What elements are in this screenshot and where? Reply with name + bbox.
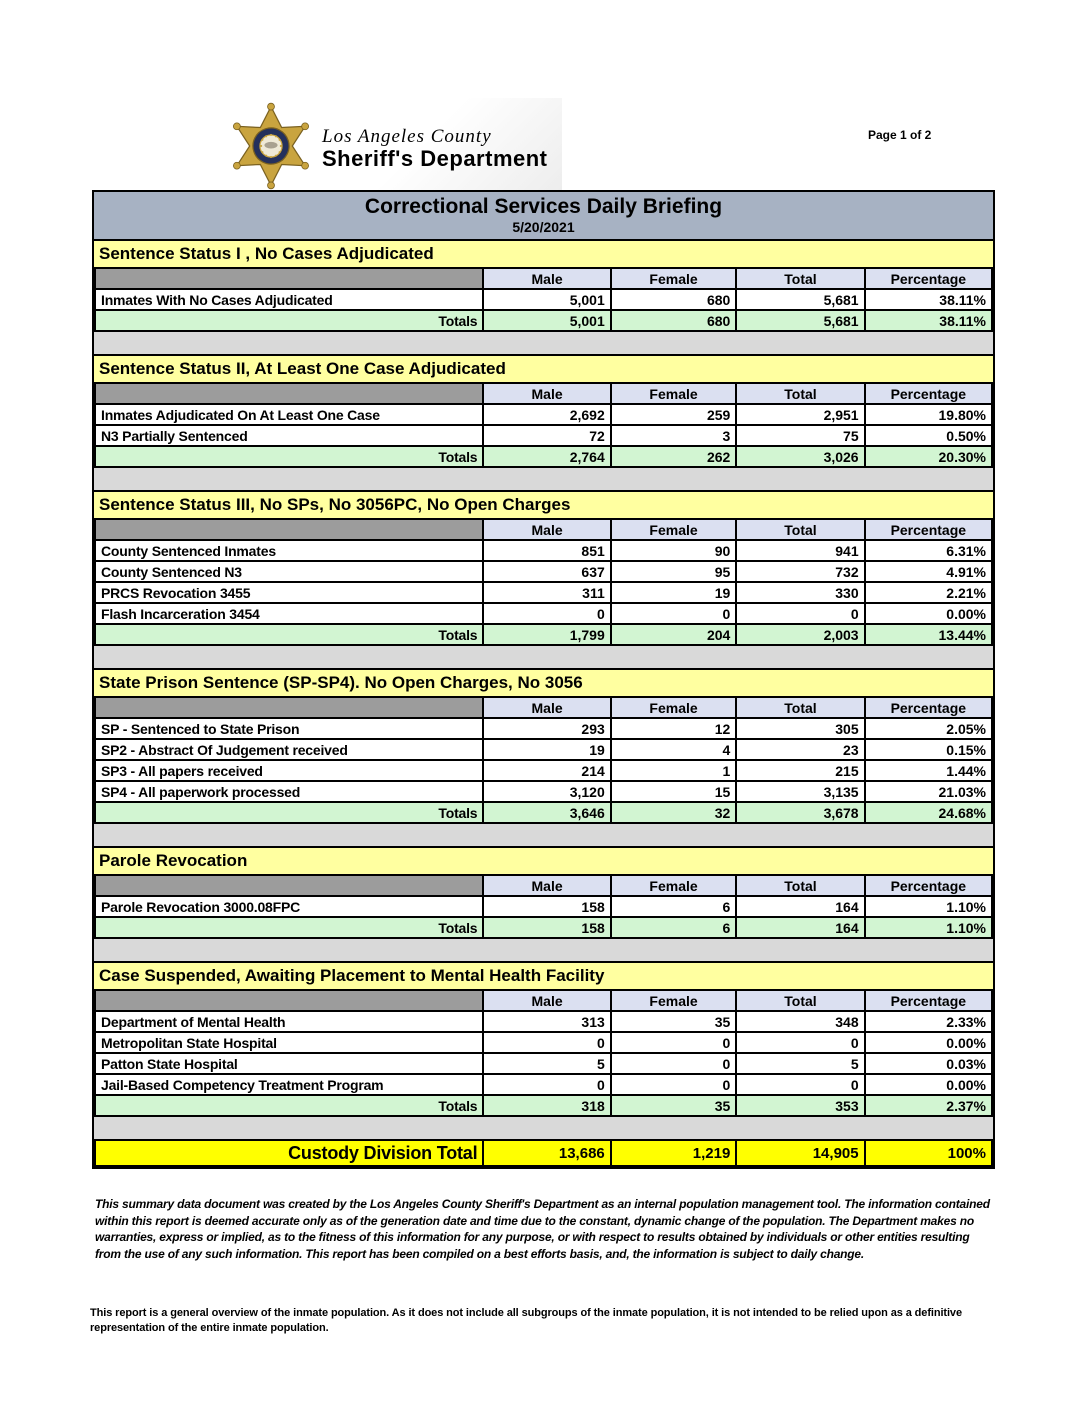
row-male: 311 <box>483 582 610 603</box>
table-row <box>95 540 992 561</box>
row-total: 0 <box>736 1074 864 1095</box>
column-header-row <box>95 268 992 289</box>
row-percentage: 0.00% <box>865 1074 992 1095</box>
table-row <box>95 404 992 425</box>
row-female: 0 <box>611 1032 737 1053</box>
column-header: Total <box>736 268 864 289</box>
row-percentage: 6.31% <box>865 540 992 561</box>
grand-total-total: 14,905 <box>736 1140 864 1166</box>
section-table <box>94 518 993 646</box>
row-label: SP - Sentenced to State Prison <box>95 718 483 739</box>
column-header-row <box>95 519 992 540</box>
row-male: 0 <box>483 1074 610 1095</box>
column-header: Percentage <box>865 697 992 718</box>
totals-percentage: 20.30% <box>865 446 992 467</box>
row-female: 95 <box>611 561 737 582</box>
totals-female: 35 <box>611 1095 737 1116</box>
row-label: Patton State Hospital <box>95 1053 483 1074</box>
table-row <box>95 603 992 624</box>
row-label: Metropolitan State Hospital <box>95 1032 483 1053</box>
column-header: Female <box>611 519 737 540</box>
row-total: 215 <box>736 760 864 781</box>
custody-division-total-table <box>94 1139 993 1167</box>
totals-female: 6 <box>611 917 737 938</box>
row-female: 0 <box>611 603 737 624</box>
row-total: 3,135 <box>736 781 864 802</box>
section-title: Sentence Status II, At Least One Case Adjudicated <box>94 354 993 382</box>
column-header-row <box>95 875 992 896</box>
column-header: Percentage <box>865 383 992 404</box>
section-spacer <box>94 1117 993 1139</box>
row-total: 305 <box>736 718 864 739</box>
row-total: 348 <box>736 1011 864 1032</box>
table-row <box>95 425 992 446</box>
totals-row <box>95 917 992 938</box>
totals-female: 262 <box>611 446 737 467</box>
row-label: County Sentenced N3 <box>95 561 483 582</box>
section-5 <box>94 846 993 939</box>
totals-row <box>95 624 992 645</box>
section-spacer <box>94 824 993 846</box>
row-label: Jail-Based Competency Treatment Program <box>95 1074 483 1095</box>
row-female: 12 <box>611 718 737 739</box>
header-corner-cell <box>95 519 483 540</box>
totals-percentage: 2.37% <box>865 1095 992 1116</box>
row-male: 5,001 <box>483 289 610 310</box>
column-header: Total <box>736 383 864 404</box>
column-header-row <box>95 697 992 718</box>
column-header: Female <box>611 875 737 896</box>
row-total: 2,951 <box>736 404 864 425</box>
column-header: Percentage <box>865 990 992 1011</box>
column-header: Female <box>611 383 737 404</box>
row-female: 1 <box>611 760 737 781</box>
header-corner-cell <box>95 697 483 718</box>
row-male: 214 <box>483 760 610 781</box>
row-label: Inmates With No Cases Adjudicated <box>95 289 483 310</box>
row-male: 72 <box>483 425 610 446</box>
row-male: 5 <box>483 1053 610 1074</box>
row-label: Inmates Adjudicated On At Least One Case <box>95 404 483 425</box>
row-total: 941 <box>736 540 864 561</box>
table-row <box>95 1032 992 1053</box>
row-female: 35 <box>611 1011 737 1032</box>
column-header: Female <box>611 697 737 718</box>
table-row <box>95 561 992 582</box>
totals-row <box>95 1095 992 1116</box>
grand-total-label: Custody Division Total <box>95 1140 483 1166</box>
row-female: 90 <box>611 540 737 561</box>
totals-total: 2,003 <box>736 624 864 645</box>
disclaimer-paragraph-2: This report is a general overview of the inmate population. As it does not include all subgroups of the inmate population, it is not intended to be relied upon as a definitive representation of the entire inmate population. <box>90 1307 962 1334</box>
table-row <box>95 781 992 802</box>
section-spacer <box>94 332 993 354</box>
totals-percentage: 38.11% <box>865 310 992 331</box>
row-male: 637 <box>483 561 610 582</box>
totals-label: Totals <box>95 310 483 331</box>
section-table <box>94 989 993 1117</box>
row-female: 3 <box>611 425 737 446</box>
row-percentage: 2.05% <box>865 718 992 739</box>
table-row <box>95 1074 992 1095</box>
row-male: 2,692 <box>483 404 610 425</box>
row-label: N3 Partially Sentenced <box>95 425 483 446</box>
totals-label: Totals <box>95 802 483 823</box>
totals-male: 3,646 <box>483 802 610 823</box>
row-female: 680 <box>611 289 737 310</box>
section-title: Sentence Status III, No SPs, No 3056PC, No Open Charges <box>94 490 993 518</box>
section-table <box>94 267 993 332</box>
row-total: 5 <box>736 1053 864 1074</box>
column-header: Percentage <box>865 875 992 896</box>
totals-male: 158 <box>483 917 610 938</box>
column-header: Female <box>611 990 737 1011</box>
logo-department-name: Sheriff's Department <box>322 146 548 171</box>
totals-male: 2,764 <box>483 446 610 467</box>
table-row <box>95 1053 992 1074</box>
logo-text <box>322 126 548 172</box>
column-header: Male <box>483 519 610 540</box>
section-title: State Prison Sentence (SP-SP4). No Open Charges, No 3056 <box>94 668 993 696</box>
totals-row <box>95 446 992 467</box>
row-percentage: 4.91% <box>865 561 992 582</box>
row-percentage: 2.21% <box>865 582 992 603</box>
grand-total-percentage: 100% <box>865 1140 992 1166</box>
header-corner-cell <box>95 383 483 404</box>
totals-label: Totals <box>95 917 483 938</box>
table-row <box>95 289 992 310</box>
row-percentage: 38.11% <box>865 289 992 310</box>
row-label: County Sentenced Inmates <box>95 540 483 561</box>
sheriff-star-badge-icon <box>230 102 312 190</box>
section-3 <box>94 490 993 646</box>
row-label: PRCS Revocation 3455 <box>95 582 483 603</box>
sections <box>94 239 993 1139</box>
column-header: Male <box>483 268 610 289</box>
totals-percentage: 24.68% <box>865 802 992 823</box>
section-1 <box>94 239 993 332</box>
column-header: Percentage <box>865 268 992 289</box>
column-header: Male <box>483 875 610 896</box>
totals-male: 5,001 <box>483 310 610 331</box>
daily-briefing-report <box>92 190 995 1169</box>
table-row <box>95 1011 992 1032</box>
row-total: 5,681 <box>736 289 864 310</box>
row-label: Department of Mental Health <box>95 1011 483 1032</box>
report-date: 5/20/2021 <box>512 219 575 235</box>
column-header: Total <box>736 697 864 718</box>
header-corner-cell <box>95 268 483 289</box>
table-row <box>95 718 992 739</box>
department-logo <box>226 98 562 200</box>
row-male: 851 <box>483 540 610 561</box>
section-title: Parole Revocation <box>94 846 993 874</box>
row-total: 0 <box>736 1032 864 1053</box>
totals-total: 3,678 <box>736 802 864 823</box>
totals-label: Totals <box>95 624 483 645</box>
totals-total: 5,681 <box>736 310 864 331</box>
row-percentage: 1.44% <box>865 760 992 781</box>
totals-total: 164 <box>736 917 864 938</box>
section-title: Case Suspended, Awaiting Placement to Mental Health Facility <box>94 961 993 989</box>
row-female: 19 <box>611 582 737 603</box>
totals-female: 204 <box>611 624 737 645</box>
row-percentage: 0.15% <box>865 739 992 760</box>
column-header-row <box>95 990 992 1011</box>
column-header: Female <box>611 268 737 289</box>
totals-total: 3,026 <box>736 446 864 467</box>
row-percentage: 21.03% <box>865 781 992 802</box>
section-2 <box>94 354 993 468</box>
row-percentage: 0.00% <box>865 1032 992 1053</box>
column-header-row <box>95 383 992 404</box>
totals-label: Totals <box>95 446 483 467</box>
row-label: Flash Incarceration 3454 <box>95 603 483 624</box>
row-total: 23 <box>736 739 864 760</box>
row-label: SP2 - Abstract Of Judgement received <box>95 739 483 760</box>
row-male: 19 <box>483 739 610 760</box>
row-percentage: 0.50% <box>865 425 992 446</box>
section-table <box>94 382 993 468</box>
totals-total: 353 <box>736 1095 864 1116</box>
disclaimer-paragraph-1: This summary data document was created by the Los Angeles County Sheriff's Department as an internal population management tool. The information contained within this report is deemed accurate only as of the generation date and time due to the constant, dynamic change of the population. The Department makes no warranties, express or implied, as to the fitness of this information for any purpose, or with respect to results obtained by individuals or other entities resulting from the use of any such information. This report has been compiled on a best efforts basis, and, the information is subject to daily change. <box>95 1197 990 1261</box>
column-header: Percentage <box>865 519 992 540</box>
row-label: SP3 - All papers received <box>95 760 483 781</box>
table-row <box>95 739 992 760</box>
grand-total-female: 1,219 <box>611 1140 737 1166</box>
header-corner-cell <box>95 990 483 1011</box>
row-male: 0 <box>483 603 610 624</box>
column-header: Male <box>483 990 610 1011</box>
table-row <box>95 896 992 917</box>
section-table <box>94 696 993 824</box>
section-4 <box>94 668 993 824</box>
row-total: 732 <box>736 561 864 582</box>
section-table <box>94 874 993 939</box>
row-percentage: 2.33% <box>865 1011 992 1032</box>
row-percentage: 0.00% <box>865 603 992 624</box>
column-header: Male <box>483 697 610 718</box>
totals-male: 1,799 <box>483 624 610 645</box>
custody-division-total-row <box>95 1140 992 1166</box>
table-row <box>95 582 992 603</box>
section-spacer <box>94 646 993 668</box>
row-male: 158 <box>483 896 610 917</box>
row-total: 75 <box>736 425 864 446</box>
row-percentage: 19.80% <box>865 404 992 425</box>
report-title: Correctional Services Daily Briefing <box>364 195 723 218</box>
row-female: 4 <box>611 739 737 760</box>
column-header: Total <box>736 875 864 896</box>
totals-female: 32 <box>611 802 737 823</box>
row-percentage: 1.10% <box>865 896 992 917</box>
row-female: 6 <box>611 896 737 917</box>
grand-total-male: 13,686 <box>483 1140 610 1166</box>
row-male: 313 <box>483 1011 610 1032</box>
row-female: 259 <box>611 404 737 425</box>
column-header: Total <box>736 990 864 1011</box>
row-label: SP4 - All paperwork processed <box>95 781 483 802</box>
row-male: 0 <box>483 1032 610 1053</box>
section-title: Sentence Status I , No Cases Adjudicated <box>94 239 993 267</box>
column-header: Male <box>483 383 610 404</box>
row-label: Parole Revocation 3000.08FPC <box>95 896 483 917</box>
section-spacer <box>94 468 993 490</box>
totals-female: 680 <box>611 310 737 331</box>
totals-label: Totals <box>95 1095 483 1116</box>
totals-row <box>95 310 992 331</box>
row-male: 3,120 <box>483 781 610 802</box>
page-number: Page 1 of 2 <box>868 128 932 142</box>
section-spacer <box>94 939 993 961</box>
totals-percentage: 13.44% <box>865 624 992 645</box>
table-row <box>95 760 992 781</box>
column-header: Total <box>736 519 864 540</box>
totals-percentage: 1.10% <box>865 917 992 938</box>
totals-row <box>95 802 992 823</box>
section-6 <box>94 961 993 1117</box>
row-total: 0 <box>736 603 864 624</box>
row-female: 15 <box>611 781 737 802</box>
row-male: 293 <box>483 718 610 739</box>
report-title-band <box>94 192 993 239</box>
logo-county-name: Los Angeles County <box>322 126 492 147</box>
row-total: 164 <box>736 896 864 917</box>
row-female: 0 <box>611 1074 737 1095</box>
totals-male: 318 <box>483 1095 610 1116</box>
row-total: 330 <box>736 582 864 603</box>
row-percentage: 0.03% <box>865 1053 992 1074</box>
header-corner-cell <box>95 875 483 896</box>
row-female: 0 <box>611 1053 737 1074</box>
